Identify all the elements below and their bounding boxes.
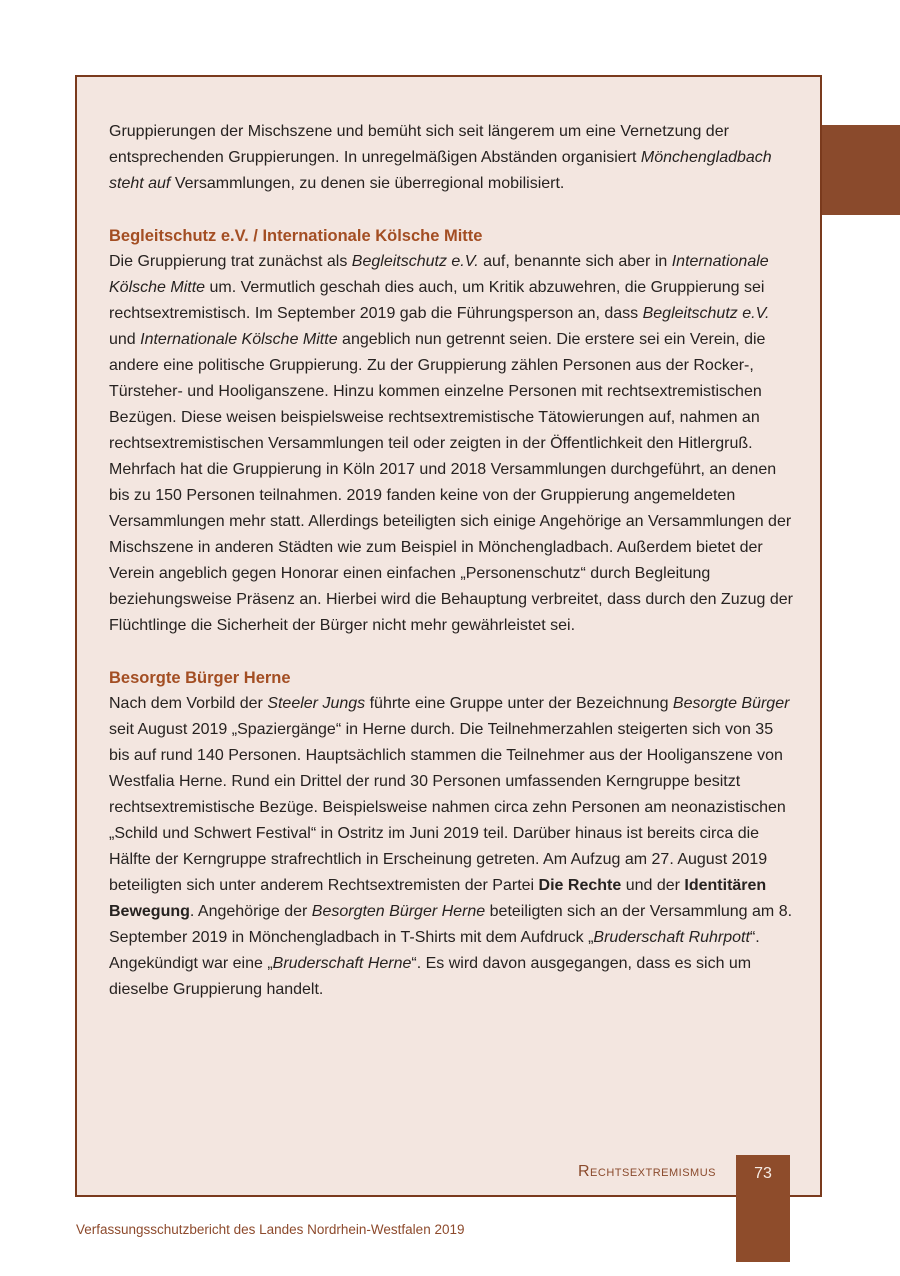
chapter-footer-label: Rechtsextremismus [577,1163,716,1180]
report-title-caption: Verfassungsschutzbericht des Landes Nordrhein-Westfalen 2019 [76,1222,465,1237]
page-number-square [736,1155,790,1262]
section-heading-begleitschutz: Begleitschutz e.V. / Internationale Kölsche Mitte [109,227,483,245]
text-column [109,119,793,1003]
chapter-edge-tab [822,125,900,215]
page-number: 73 [754,1165,772,1182]
section-paragraph-besorgte-buerger: Nach dem Vorbild der Steeler Jungs führte eine Gruppe unter der Bezeichnung Besorgte Bürger seit August 2019 „Spaziergänge“ in Herne durch. Die Teilnehmerzahlen steigerten sich von 35 bis auf rund 140 Personen. Hauptsächlich stammen die Teilnehmer aus der Hooliganszene von Westfalia Herne. Rund ein Drittel der rund 30 Personen umfassenden Kerngruppe besitzt rechtsextremistische Bezüge. Beispielsweise nahmen circa zehn Personen am neonazistischen „Schild und Schwert Festival“ in Ostritz im Juni 2019 teil. Darüber hinaus ist bereits circa die Hälfte der Kerngruppe strafrechtlich in Erscheinung getreten. Am Aufzug am 27. August 2019 beteiligten sich unter anderem Rechtsextremisten der Partei Die Rechte und der Identitären Bewegung. Angehörige der Besorgten Bürger Herne beteiligten sich an der Versammlung am 8. September 2019 in Mönchengladbach in T-Shirts mit dem Aufdruck „Bruderschaft Ruhrpott“. Angekündigt war eine „Bruderschaft Herne“. Es wird davon ausgegangen, dass es sich um dieselbe Gruppierung handelt. [109,695,793,998]
content-frame [75,75,822,1197]
section-paragraph-begleitschutz: Die Gruppierung trat zunächst als Begleitschutz e.V. auf, benannte sich aber in Internationale Kölsche Mitte um. Vermutlich geschah dies auch, um Kritik abzuwehren, die Gruppierung sei rechtsextremistisch. Im September 2019 gab die Führungsperson an, dass Begleitschutz e.V. und Internationale Kölsche Mitte angeblich nun getrennt seien. Die erstere sei ein Verein, die andere eine politische Gruppierung. Zu der Gruppierung zählen Personen aus der Rocker-, Türsteher- und Hooliganszene. Hinzu kommen einzelne Personen mit rechtsextremistischen Bezügen. Diese weisen beispielsweise rechtsextremistische Tätowierungen auf, nahmen an rechtsextremistischen Versammlungen teil oder zeigten in der Öffentlichkeit den Hitlergruß. Mehrfach hat die Gruppierung in Köln 2017 und 2018 Versammlungen durchgeführt, an denen bis zu 150 Personen teilnahmen. 2019 fanden keine von der Gruppierung angemeldeten Versammlungen mehr statt. Allerdings beteiligten sich einige Angehörige an Versammlungen der Mischszene in anderen Städten wie zum Beispiel in Mönchengladbach. Außerdem bietet der Verein angeblich gegen Honorar einen einfachen „Personenschutz“ durch Begleitung beziehungsweise Präsenz an. Hierbei wird die Behauptung verbreitet, dass durch den Zuzug der Flüchtlinge die Sicherheit der Bürger nicht mehr gewährleistet sei. [109,253,793,634]
section-heading-besorgte-buerger: Besorgte Bürger Herne [109,669,291,687]
intro-paragraph: Gruppierungen der Mischszene und bemüht sich seit längerem um eine Vernetzung der entsprechenden Gruppierungen. In unregelmäßigen Abständen organisiert Mönchengladbach steht auf Versammlungen, zu denen sie überregional mobilisiert. [109,123,772,192]
